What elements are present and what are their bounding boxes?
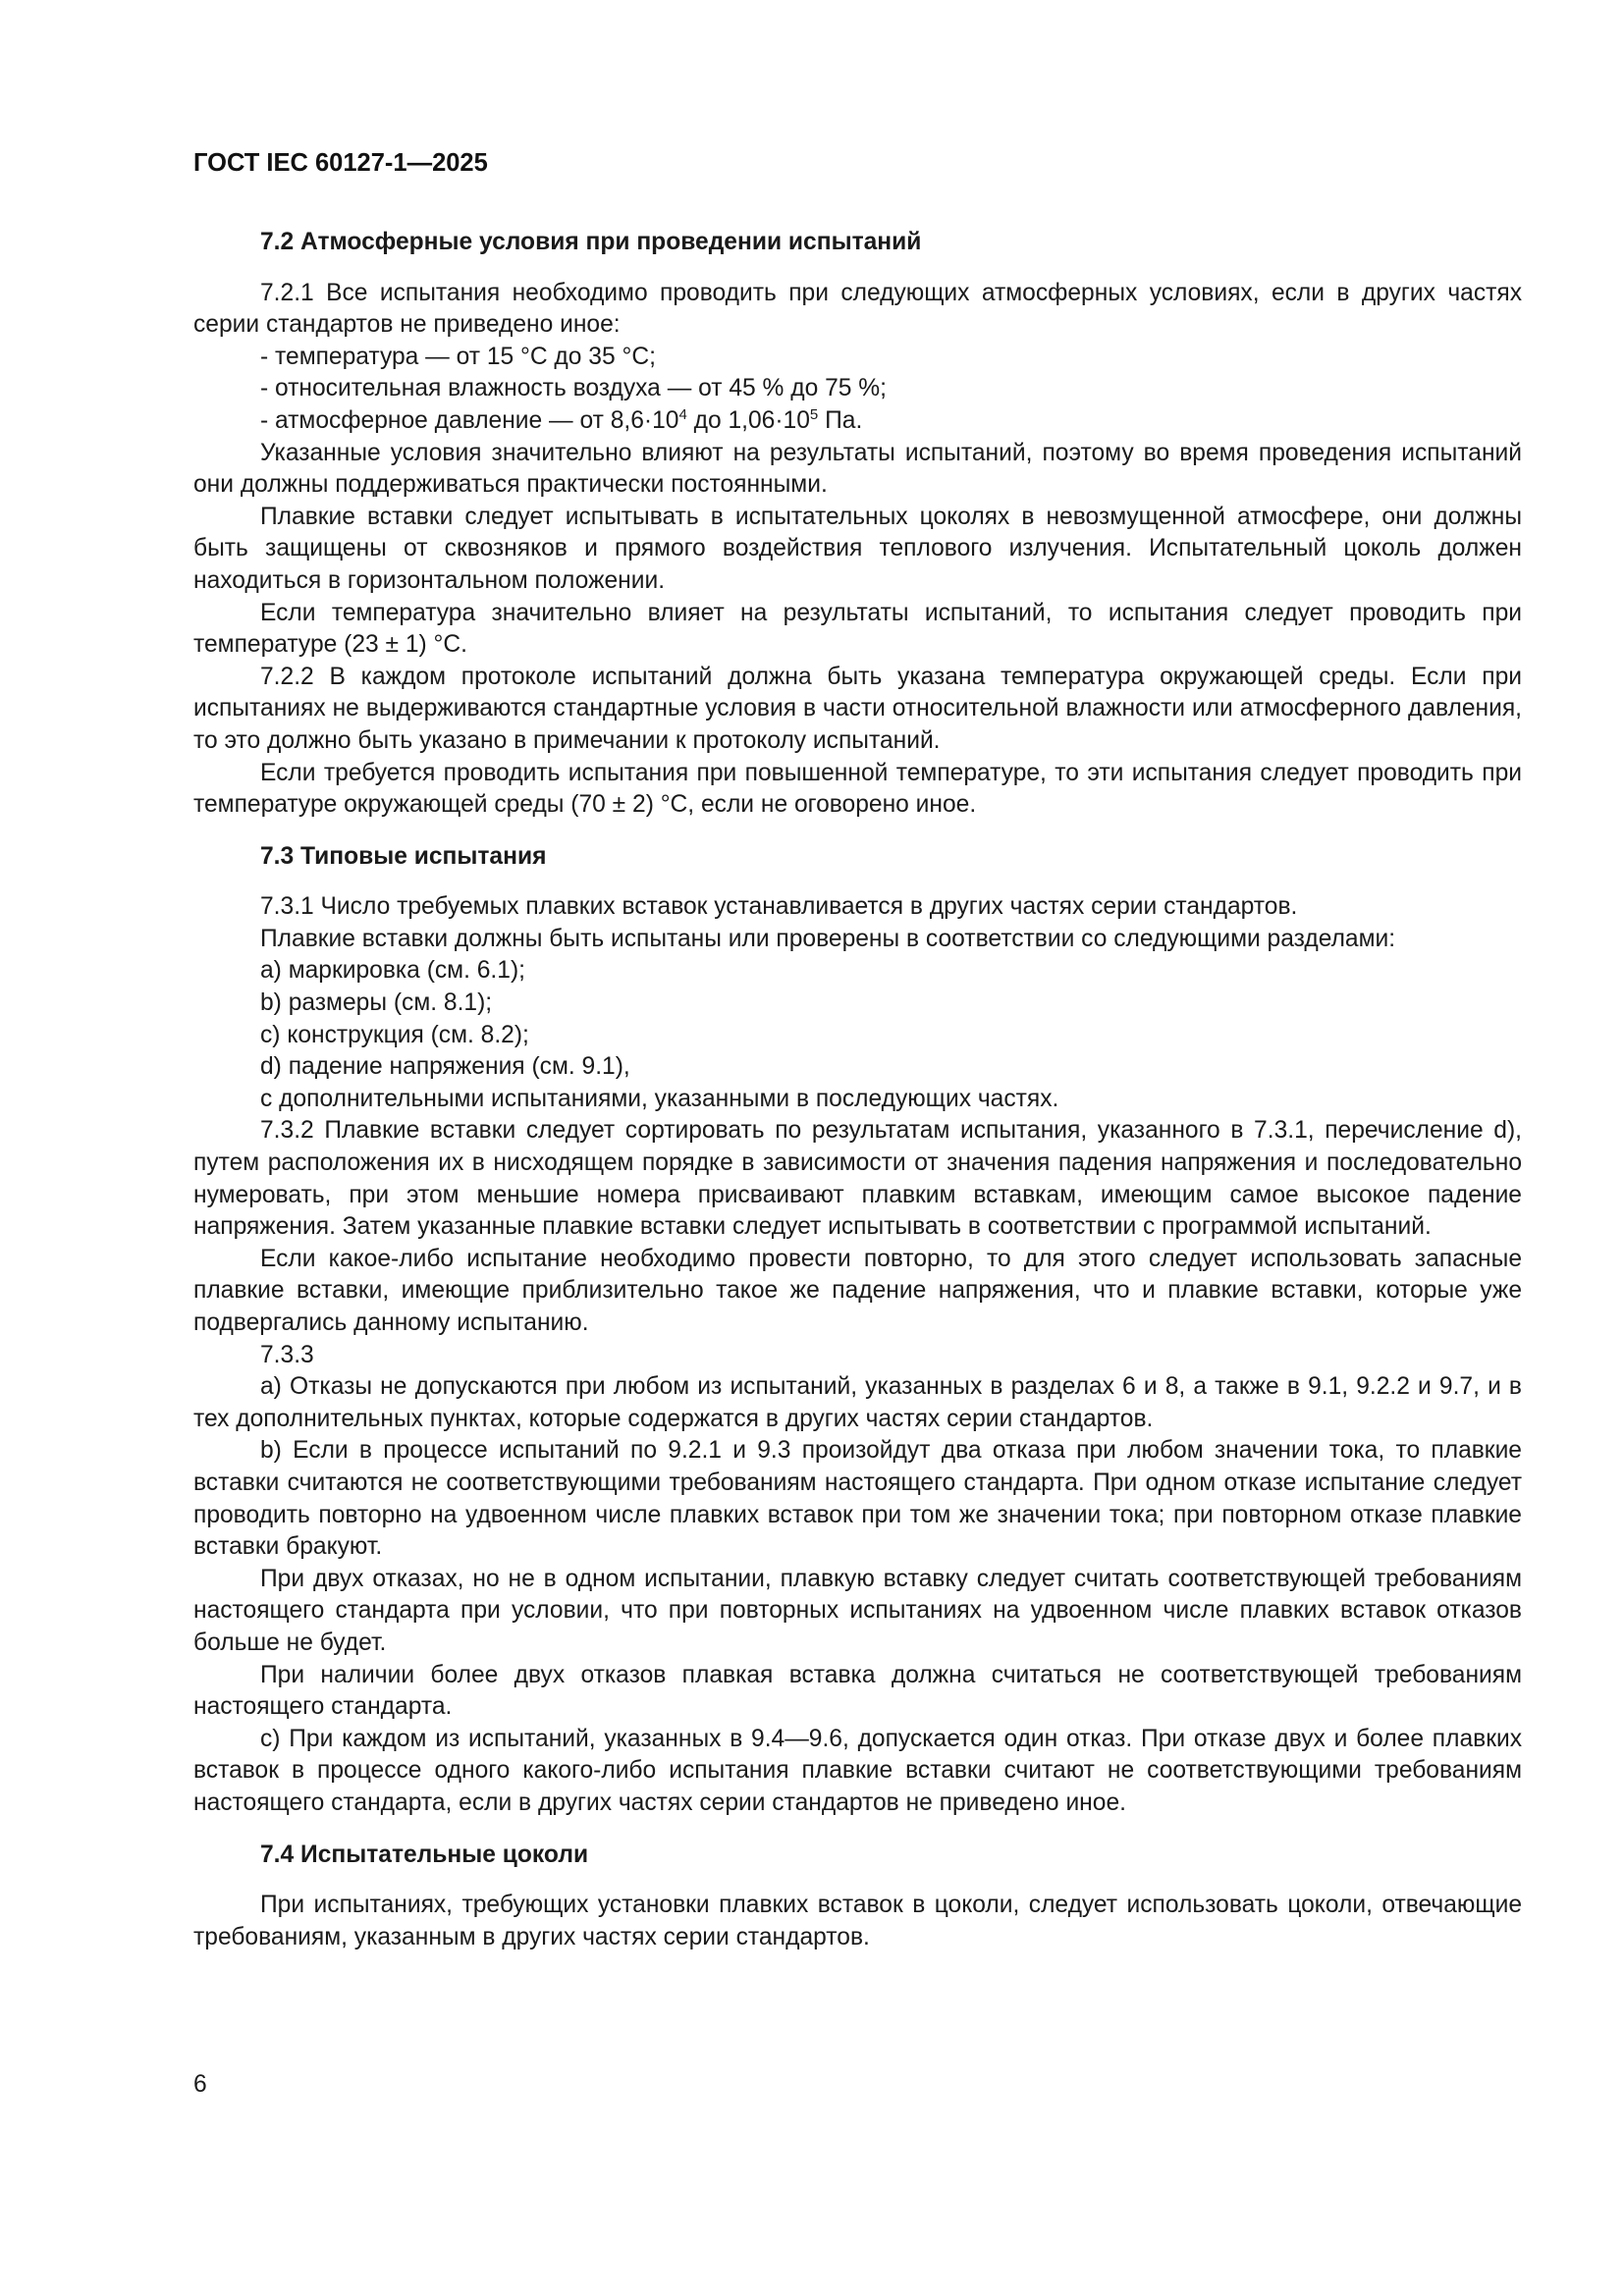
paragraph: Указанные условия значительно влияют на результаты испытаний, поэтому во время проведения испытаний они должны поддерживаться практически постоянными. [193, 439, 1522, 499]
section-7-2 [193, 227, 1522, 822]
paragraph: Если требуется проводить испытания при повышенной температуре, то эти испытания следует проводить при температуре окружающей среды (70 ± 2) °C, если не оговорено иное. [193, 759, 1522, 819]
pressure-exponent-1: 4 [678, 405, 687, 423]
paragraph: a) Отказы не допускаются при любом из испытаний, указанных в разделах 6 и 8, а также в 9.1, 9.2.2 и 9.7, и в тех дополнительных пунктах, которые содержатся в других частях серии стандартов. [193, 1373, 1522, 1432]
paragraph: c) При каждом из испытаний, указанных в 9.4—9.6, допускается один отказ. При отказе двух и более плавких вставок в процессе одного какого-либо испытания плавкие вставки считают не соответствующими требованиям настоящего стандарта, если в других частях серии стандартов не приведено иное. [193, 1725, 1522, 1816]
list-item-humidity: - относительная влажность воздуха — от 45 % до 75 %; [260, 375, 887, 402]
list-item: b) размеры (см. 8.1); [260, 989, 493, 1017]
paragraph: При двух отказах, но не в одном испытании, плавкую вставку следует считать соответствующей требованиям настоящего стандарта при условии, что при повторных испытаниях на удвоенном числе плавких вставок отказов больше не будет. [193, 1565, 1522, 1656]
section-heading: 7.3 Типовые испытания [260, 842, 547, 870]
list-item: c) конструкция (см. 8.2); [260, 1021, 529, 1048]
paragraph: При испытаниях, требующих установки плавких вставок в цоколи, следует использовать цоколи, отвечающие требованиям, указанным в других частях серии стандартов. [193, 1892, 1522, 1950]
paragraph: 7.3.1 Число требуемых плавких вставок устанавливается в других частях серии стандартов. [260, 893, 1298, 921]
section-heading: 7.4 Испытательные цоколи [260, 1841, 589, 1868]
pressure-text-a: - атмосферное давление — от 8,6·10 [260, 406, 679, 434]
paragraph: 7.2.2 В каждом протоколе испытаний должна быть указана температура окружающей среды. Если при испытаниях не выдерживаются стандартные условия в части относительной влажности или атмосферного давления, то это должно быть указано в примечании к протоколу испытаний. [193, 663, 1522, 754]
paragraph: 7.3.2 Плавкие вставки следует сортировать по результатам испытания, указанного в 7.3.1, перечисление d), путем расположения их в нисходящем порядке в зависимости от значения падения напряжения и последовательно нумеровать, при этом меньшие номера присваивают плавким вставкам, имеющим самое высокое падение напряжения. Затем указанные плавкие вставки следует испытывать в соответствии с программой испытаний. [193, 1117, 1522, 1241]
pressure-text-b: до 1,06·10 [686, 406, 810, 434]
document-code-header: ГОСТ IEC 60127-1—2025 [193, 149, 488, 177]
paragraph: Если температура значительно влияет на результаты испытаний, то испытания следует проводить при температуре (23 ± 1) °C. [193, 599, 1522, 659]
section-7-3 [193, 841, 1522, 1820]
section-heading: 7.2 Атмосферные условия при проведении испытаний [260, 229, 922, 255]
pressure-text-c: Па. [818, 406, 863, 434]
paragraph: с дополнительными испытаниями, указанными в последующих частях. [260, 1085, 1059, 1112]
paragraph: При наличии более двух отказов плавкая вставка должна считаться не соответствующей требованиям настоящего стандарта. [193, 1661, 1522, 1721]
section-7-4 [193, 1840, 1522, 1954]
clause-number: 7.3.3 [260, 1341, 314, 1368]
list-item: d) падение напряжения (см. 9.1), [260, 1053, 630, 1081]
list-item-pressure [193, 405, 1522, 438]
document-body [193, 227, 1522, 1953]
list-item-temperature: - температура — от 15 °C до 35 °C; [260, 343, 656, 370]
paragraph: 7.2.1 Все испытания необходимо проводить при следующих атмосферных условиях, если в других частях серии стандартов не приведено иное: [193, 279, 1522, 339]
paragraph: Плавкие вставки должны быть испытаны или проверены в соответствии со следующими разделами: [260, 925, 1396, 952]
list-item: a) маркировка (см. 6.1); [260, 957, 525, 985]
paragraph: b) Если в процессе испытаний по 9.2.1 и 9.3 произойдут два отказа при любом значении тока, то плавкие вставки считаются не соответствующими требованиям настоящего стандарта. При одном отказе испытание следует проводить повторно на удвоенном числе плавких вставок при том же значении тока; при повторном отказе плавкие вставки бракуют. [193, 1437, 1522, 1561]
pressure-exponent-2: 5 [809, 405, 819, 423]
page-number: 6 [193, 2071, 207, 2098]
paragraph: Если какое-либо испытание необходимо провести повторно, то для этого следует использовать запасные плавкие вставки, имеющие приблизительно такое же падение напряжения, что и плавкие вставки, которые уже подвергались данному испытанию. [193, 1245, 1522, 1336]
paragraph: Плавкие вставки следует испытывать в испытательных цоколях в невозмущенной атмосфере, они должны быть защищены от сквозняков и прямого воздействия теплового излучения. Испытательный цоколь должен находиться в горизонтальном положении. [193, 503, 1522, 594]
